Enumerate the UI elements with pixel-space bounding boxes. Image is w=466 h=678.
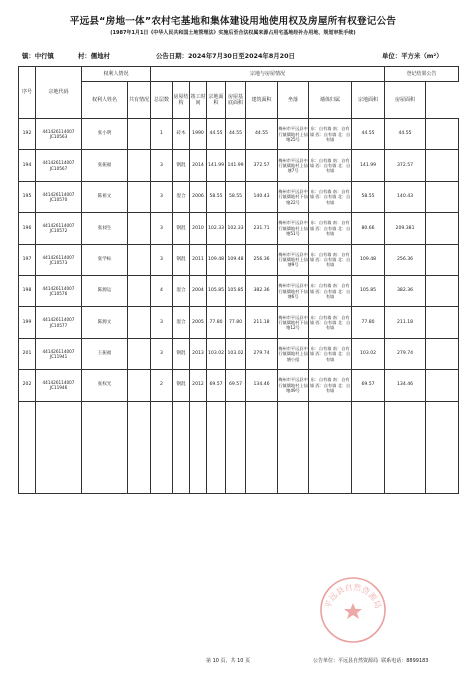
cell-floors: 3 [151, 307, 173, 338]
cell-year: 2014 [190, 150, 207, 181]
cell-boundary: 东：自有墙 南：自有墙 西：自有墙 北：自有墙 [309, 307, 352, 338]
col-parcel-code: 宗地代码 [36, 67, 82, 119]
table-row [19, 181, 459, 212]
cell-reg-house: 211.18 [385, 307, 426, 338]
cell-seq: 198 [19, 275, 36, 306]
cell-boundary: 东：自有墙 南：自有墙 西：自有墙 北：自有墙 [309, 213, 352, 244]
table-row [19, 338, 459, 369]
cell-seq: 202 [19, 370, 36, 401]
parcel-code-part2: JC11946 [49, 385, 68, 391]
cell-owner-name: 陈源运 [82, 275, 128, 306]
cell-owner-name: 张昶生 [82, 213, 128, 244]
cell-reg-house: 256.36 [385, 244, 426, 275]
cell-floors: 4 [151, 275, 173, 306]
cell-parcel-code [36, 370, 82, 401]
cell-boundary: 东：自有墙 南：自有墙 西：自有墙 北：自有墙 [309, 370, 352, 401]
cell-floors: 3 [151, 244, 173, 275]
cell-owner-name: 张权光 [82, 370, 128, 401]
col-land-house-group: 宗地与房屋情况 [151, 67, 385, 82]
cell-location: 梅州市平远县中行镇儒地村上仙塘25号 [278, 119, 309, 150]
cell-owner-name: 陈源文 [82, 307, 128, 338]
parcel-code-part1: 441426114007 [42, 285, 75, 291]
cell-seq: 194 [19, 150, 36, 181]
cell-building-area: 382.36 [246, 275, 278, 306]
col-reg-land-area: 宗地面积 [352, 82, 385, 119]
cell-base-area: 58.55 [226, 181, 246, 212]
cell-location: 梅州市平远县中行镇儒地村上仙塘小组 [278, 338, 309, 369]
cell-base-area: 141.99 [226, 150, 246, 181]
table-row [19, 370, 459, 401]
cell-parcel-code [36, 244, 82, 275]
parcel-code-part2: JC10577 [49, 322, 68, 328]
cell-reg-house: 140.43 [385, 181, 426, 212]
cell-structure: 砖木 [173, 119, 190, 150]
cell-building-area: 372.57 [246, 150, 278, 181]
cell-remark [426, 370, 459, 401]
cell-base-area: 77.80 [226, 307, 246, 338]
contact-phone: 联系电话：8899183 [381, 658, 429, 664]
parcel-code-part2: JC10576 [49, 291, 68, 297]
cell-structure: 钢混 [173, 150, 190, 181]
cell-seq: 197 [19, 244, 36, 275]
announcement-title: 平远县“房地一体”农村宅基地和集体建设用地使用权及房屋所有权登记公告 [69, 16, 397, 27]
col-boundary: 墙体归属 [309, 82, 352, 119]
cell-co-owned [128, 275, 151, 306]
cell-reg-house: 209.381 [385, 213, 426, 244]
col-seq: 序号 [19, 67, 36, 119]
parcel-code-part1: 441426114007 [42, 191, 75, 197]
cell-co-owned [128, 181, 151, 212]
official-seal [318, 575, 388, 645]
cell-boundary: 东：自有墙 南：自有墙 西：自有墙 北：自有墙 [309, 150, 352, 181]
parcel-code-part2: JC10567 [49, 165, 68, 171]
cell-reg-land: 77.80 [352, 307, 385, 338]
cell-reg-house: 134.46 [385, 370, 426, 401]
cell-structure: 混合 [173, 307, 190, 338]
cell-parcel-code [36, 181, 82, 212]
cell-building-area: 211.18 [246, 307, 278, 338]
table-row [19, 213, 459, 244]
cell-parcel-code [36, 338, 82, 369]
cell-reg-land: 105.85 [352, 275, 385, 306]
cell-owner-name: 王振福 [82, 338, 128, 369]
cell-land-area: 103.02 [207, 338, 226, 369]
date-range: 公告日期：2024年7月30日至2024年8月20日 [156, 52, 295, 60]
cell-reg-land: 44.55 [352, 119, 385, 150]
page-number: 第 10 页，共 10 页 [206, 658, 251, 664]
cell-land-area: 58.55 [207, 181, 226, 212]
parcel-code-part1: 441426114007 [42, 254, 75, 260]
table-row [19, 244, 459, 275]
cell-seq: 195 [19, 181, 36, 212]
cell-year: 2013 [190, 338, 207, 369]
col-structure: 房屋结构 [173, 82, 190, 119]
col-co-owned: 共有情况 [128, 82, 151, 119]
cell-year: 1990 [190, 119, 207, 150]
cell-floors: 3 [151, 213, 173, 244]
col-floors: 总层数 [151, 82, 173, 119]
cell-seq: 201 [19, 338, 36, 369]
cell-parcel-code [36, 213, 82, 244]
cell-co-owned [128, 338, 151, 369]
cell-land-area: 109.48 [207, 244, 226, 275]
cell-remark [426, 244, 459, 275]
cell-parcel-code [36, 275, 82, 306]
cell-reg-house: 382.36 [385, 275, 426, 306]
cell-owner-name: 陈祖文 [82, 181, 128, 212]
cell-base-area: 105.85 [226, 275, 246, 306]
cell-co-owned [128, 119, 151, 150]
cell-land-area: 141.99 [207, 150, 226, 181]
cell-structure: 钢混 [173, 244, 190, 275]
cell-building-area: 279.74 [246, 338, 278, 369]
cell-co-owned [128, 213, 151, 244]
cell-seq: 196 [19, 213, 36, 244]
announcer-name: 平远县自然资源局 [338, 658, 379, 664]
cell-owner-name: 张学标 [82, 244, 128, 275]
cell-parcel-code [36, 119, 82, 150]
cell-floors: 3 [151, 338, 173, 369]
cell-structure: 混合 [173, 275, 190, 306]
cell-location: 梅州市平远县中行镇儒地村上仙塘9号 [278, 244, 309, 275]
col-base-area: 房屋基底面积 [226, 82, 246, 119]
cell-year: 2005 [190, 307, 207, 338]
cell-building-area: 256.36 [246, 244, 278, 275]
cell-building-area: 44.55 [246, 119, 278, 150]
cell-boundary: 东：自有墙 南：自有墙 西：自有墙 北：自有墙 [309, 181, 352, 212]
cell-parcel-code [36, 150, 82, 181]
col-completion-year: 竣工时间 [190, 82, 207, 119]
meta-line [22, 51, 458, 63]
parcel-code-part1: 441426114007 [42, 160, 75, 166]
announcer-label: 公告单位： [313, 658, 339, 664]
parcel-code-part1: 441426114007 [42, 348, 75, 354]
cell-reg-land: 80.66 [352, 213, 385, 244]
cell-remark [426, 213, 459, 244]
cell-reg-house: 279.74 [385, 338, 426, 369]
parcel-code-part1: 441426114007 [42, 380, 75, 386]
cell-seq: 199 [19, 307, 36, 338]
table-row [19, 150, 459, 181]
cell-remark [426, 119, 459, 150]
footer-announcer [313, 657, 429, 664]
parcel-code-part1: 441426114007 [42, 128, 75, 134]
parcel-code-part1: 441426114007 [42, 317, 75, 323]
cell-boundary: 东：自有墙 南：自有墙 西：自有墙 北：自有墙 [309, 119, 352, 150]
cell-location: 梅州市平远县中行镇儒地村上仙塘51号 [278, 213, 309, 244]
table-body [19, 119, 459, 494]
col-owner-name: 权利人姓名 [82, 82, 128, 119]
seal-star-icon [344, 603, 362, 619]
cell-land-area: 105.85 [207, 275, 226, 306]
cell-reg-house: 44.55 [385, 119, 426, 150]
parcel-code-part2: JC10570 [49, 196, 68, 202]
cell-structure: 混合 [173, 181, 190, 212]
cell-floors: 1 [151, 119, 173, 150]
col-reg-house-area: 房屋面积 [385, 82, 426, 119]
cell-floors: 3 [151, 150, 173, 181]
parcel-code-part2: JC10563 [49, 134, 68, 140]
cell-reg-land: 103.02 [352, 338, 385, 369]
cell-parcel-code [36, 307, 82, 338]
village-label: 村：儒地村 [78, 52, 110, 60]
announcement-subtitle: (1987年1月1日《中华人民共和国土地管理法》实施后至合法权属来源占用宅基地经补办用地、规划审批手续) [110, 30, 356, 36]
cell-building-area: 231.71 [246, 213, 278, 244]
cell-remark [426, 150, 459, 181]
cell-co-owned [128, 370, 151, 401]
cell-land-area: 44.55 [207, 119, 226, 150]
table-row [19, 307, 459, 338]
seal-text-path: 平远县自然资源局 [323, 582, 383, 610]
parcel-code-part2: JC10573 [49, 259, 68, 265]
cell-building-area: 134.46 [246, 370, 278, 401]
cell-year: 2010 [190, 213, 207, 244]
parcel-code-part2: JC11941 [49, 353, 68, 359]
col-land-area: 宗地面积 [207, 82, 226, 119]
town-label: 镇：中行镇 [22, 52, 54, 60]
cell-land-area: 77.80 [207, 307, 226, 338]
parcel-code-part2: JC10572 [49, 228, 68, 234]
cell-co-owned [128, 150, 151, 181]
cell-co-owned [128, 307, 151, 338]
cell-building-area: 140.43 [246, 181, 278, 212]
cell-reg-land: 141.99 [352, 150, 385, 181]
cell-structure: 钢混 [173, 213, 190, 244]
cell-boundary: 东：自有墙 南：自有墙 西：自有墙 北：自有墙 [309, 244, 352, 275]
cell-structure: 钢混 [173, 370, 190, 401]
cell-reg-land: 69.57 [352, 370, 385, 401]
cell-year: 2004 [190, 275, 207, 306]
cell-floors: 2 [151, 370, 173, 401]
unit-label: 单位：平方米（m²） [382, 52, 443, 60]
cell-remark [426, 338, 459, 369]
cell-location: 梅州市平远县中行镇儒地村下仙塘22号 [278, 181, 309, 212]
cell-remark [426, 275, 459, 306]
col-register-group: 登记结果公告 [385, 67, 459, 82]
cell-location: 梅州市平远县中行镇儒地村上仙塘7号 [278, 150, 309, 181]
cell-base-area: 44.55 [226, 119, 246, 150]
table-row [19, 275, 459, 306]
cell-base-area: 103.02 [226, 338, 246, 369]
cell-location: 梅州市平远县中行镇儒地村上仙塘49号 [278, 370, 309, 401]
cell-structure: 钢混 [173, 338, 190, 369]
cell-owner-name: 张小明 [82, 119, 128, 150]
cell-land-area: 102.33 [207, 213, 226, 244]
table-row-empty [19, 401, 459, 493]
cell-location: 梅州市平远县中行镇儒地村下仙塘6号 [278, 275, 309, 306]
cell-year: 2011 [190, 244, 207, 275]
cell-co-owned [128, 244, 151, 275]
cell-owner-name: 张振福 [82, 150, 128, 181]
cell-location: 梅州市平远县中行镇儒地村下仙塘12号 [278, 307, 309, 338]
cell-reg-land: 58.55 [352, 181, 385, 212]
table-row [19, 119, 459, 150]
cell-base-area: 102.33 [226, 213, 246, 244]
cell-year: 2006 [190, 181, 207, 212]
cell-base-area: 69.57 [226, 370, 246, 401]
cell-land-area: 69.57 [207, 370, 226, 401]
cell-seq: 192 [19, 119, 36, 150]
cell-boundary: 东：自有墙 南：自有墙 西：自有墙 北：自有墙 [309, 338, 352, 369]
cell-reg-land: 109.48 [352, 244, 385, 275]
cell-remark [426, 307, 459, 338]
cell-remark [426, 181, 459, 212]
cell-base-area: 109.48 [226, 244, 246, 275]
col-location: 坐落 [278, 82, 309, 119]
col-building-area: 建筑面积 [246, 82, 278, 119]
cell-boundary: 东：自有墙 南：自有墙 西：自有墙 北：自有墙 [309, 275, 352, 306]
parcel-code-part1: 441426114007 [42, 223, 75, 229]
cell-floors: 3 [151, 181, 173, 212]
col-rights-group: 权利人情况 [82, 67, 151, 82]
registration-table [18, 66, 459, 494]
cell-reg-house: 372.57 [385, 150, 426, 181]
cell-year: 2012 [190, 370, 207, 401]
